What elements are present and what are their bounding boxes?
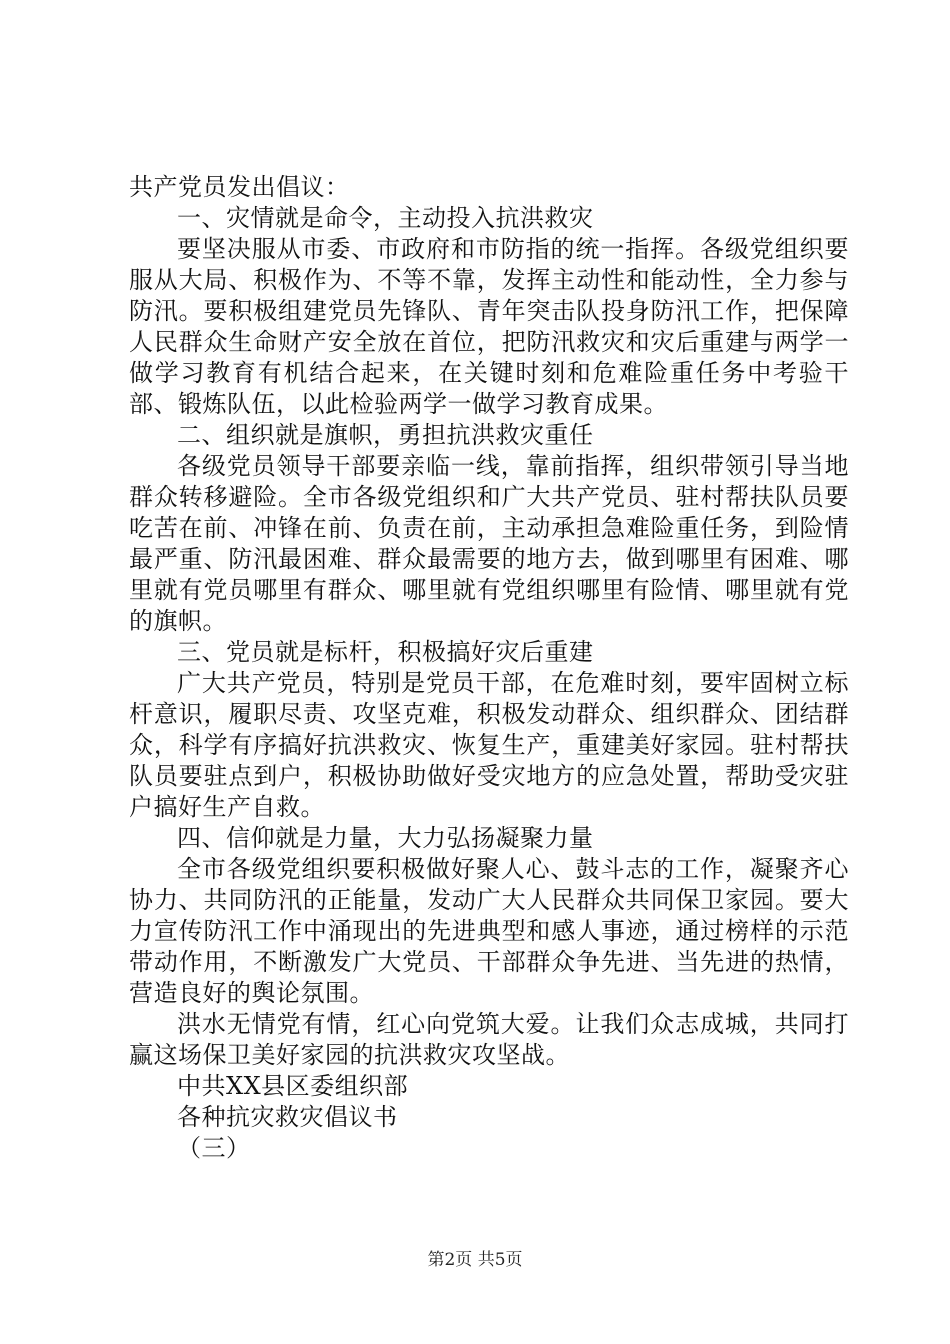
section-3-heading: 三、党员就是标杆，积极搞好灾后重建 [177,638,594,666]
section-4-body: 全市各级党组织要积极做好聚人心、鼓斗志的工作，凝聚齐心协力、共同防汛的正能量，发动广大人民群众共同保卫家园。要大力宣传防汛工作中涌现出的先进典型和感人事迹，通过榜样的示范带动作用，不断激发广大党员、干部群众争先进、当先进的热情，营造良好的舆论氛围。 [129,855,849,1007]
page-footer: 第2页 共5页 [427,1250,523,1270]
section-3-body: 广大共产党员，特别是党员干部，在危难时刻，要牢固树立标杆意识，履职尽责、攻坚克难，积极发动群众、组织群众、团结群众，科学有序搞好抗洪救灾、恢复生产，重建美好家园。驻村帮扶队员要驻点到户，积极协助做好受灾地方的应急处置，帮助受灾驻户搞好生产自救。 [129,669,849,821]
next-document-title: 各种抗灾救灾倡议书 [177,1103,398,1131]
next-document-number: （三） [177,1134,251,1162]
signature: 中共XX县区委组织部 [177,1072,409,1100]
section-1-heading: 一、灾情就是命令，主动投入抗洪救灾 [177,204,594,232]
closing-paragraph: 洪水无情党有情，红心向党筑大爱。让我们众志成城，共同打赢这场保卫美好家园的抗洪救灾攻坚战。 [129,1010,849,1069]
document-body [129,172,849,1164]
opening-line: 共产党员发出倡议： [129,173,350,201]
section-2-body: 各级党员领导干部要亲临一线，靠前指挥，组织带领引导当地群众转移避险。全市各级党组织和广大共产党员、驻村帮扶队员要吃苦在前、冲锋在前、负责在前，主动承担急难险重任务，到险情最严重、防汛最困难、群众最需要的地方去，做到哪里有困难、哪里就有党员哪里有群众、哪里就有党组织哪里有险情、哪里就有党的旗帜。 [129,452,849,635]
section-2-heading: 二、组织就是旗帜，勇担抗洪救灾重任 [177,421,594,449]
section-4-heading: 四、信仰就是力量，大力弘扬凝聚力量 [177,824,594,852]
section-1-body: 要坚决服从市委、市政府和市防指的统一指挥。各级党组织要服从大局、积极作为、不等不靠，发挥主动性和能动性，全力参与防汛。要积极组建党员先锋队、青年突击队投身防汛工作，把保障人民群众生命财产安全放在首位，把防汛救灾和灾后重建与两学一做学习教育有机结合起来，在关键时刻和危难险重任务中考验干部、锻炼队伍，以此检验两学一做学习教育成果。 [129,235,849,418]
